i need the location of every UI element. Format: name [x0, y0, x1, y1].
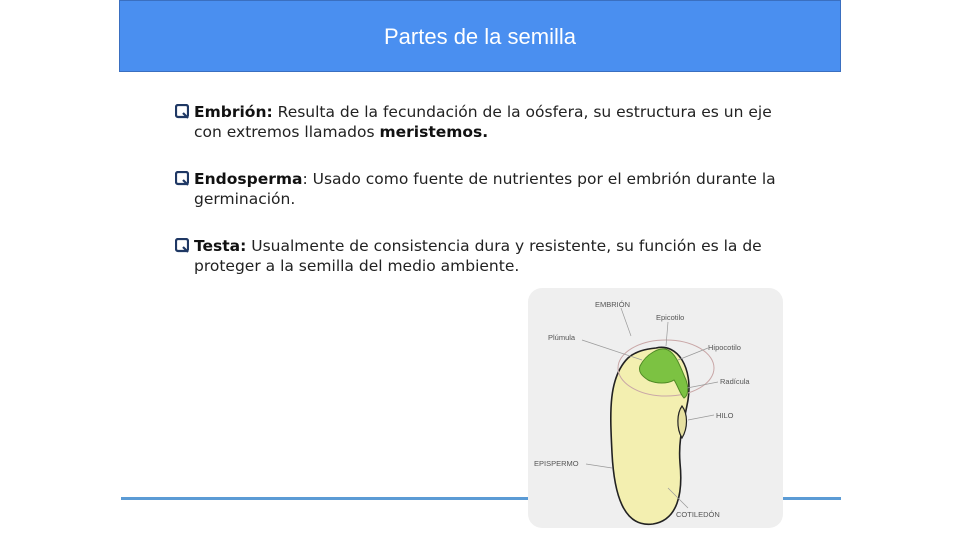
seed-diagram — [528, 288, 783, 528]
label-radicula: Radícula — [720, 377, 750, 386]
label-epispermo: EPISPERMO — [534, 459, 579, 468]
checkbox-bullet-icon — [175, 104, 189, 119]
seed-illustration — [528, 288, 783, 528]
bullet-emphasis: meristemos. — [379, 123, 489, 141]
label-hilo: HILO — [716, 411, 734, 420]
bullet-text: Usualmente de consistencia dura y resistente, su función es la de proteger a la semilla del medio ambiente. — [194, 237, 762, 275]
label-cotiledon: COTILEDÓN — [676, 510, 720, 519]
bullet-testa — [175, 236, 790, 276]
title-bar — [119, 0, 841, 72]
checkbox-bullet-icon — [175, 171, 189, 186]
bullet-list — [175, 102, 790, 303]
label-plumula: Plúmula — [548, 333, 576, 342]
bullet-term: Endosperma — [194, 170, 303, 188]
slide-title: Partes de la semilla — [384, 24, 576, 49]
label-epicotilo: Epicotilo — [656, 313, 685, 322]
label-hipocotilo: Hipocotilo — [708, 343, 741, 352]
bullet-embrion — [175, 102, 790, 142]
hilo-mark — [678, 406, 687, 438]
bullet-term: Testa: — [194, 237, 247, 255]
checkbox-bullet-icon — [175, 238, 189, 253]
bullet-text: Resulta de la fecundación de la oósfera, su estructura es un eje con extremos llamados — [194, 103, 772, 141]
bullet-term: Embrión: — [194, 103, 273, 121]
label-embrion: EMBRIÓN — [595, 300, 631, 309]
bullet-endosperma — [175, 169, 790, 209]
bullet-text: : Usado como fuente de nutrientes por el embrión durante la germinación. — [194, 170, 776, 208]
